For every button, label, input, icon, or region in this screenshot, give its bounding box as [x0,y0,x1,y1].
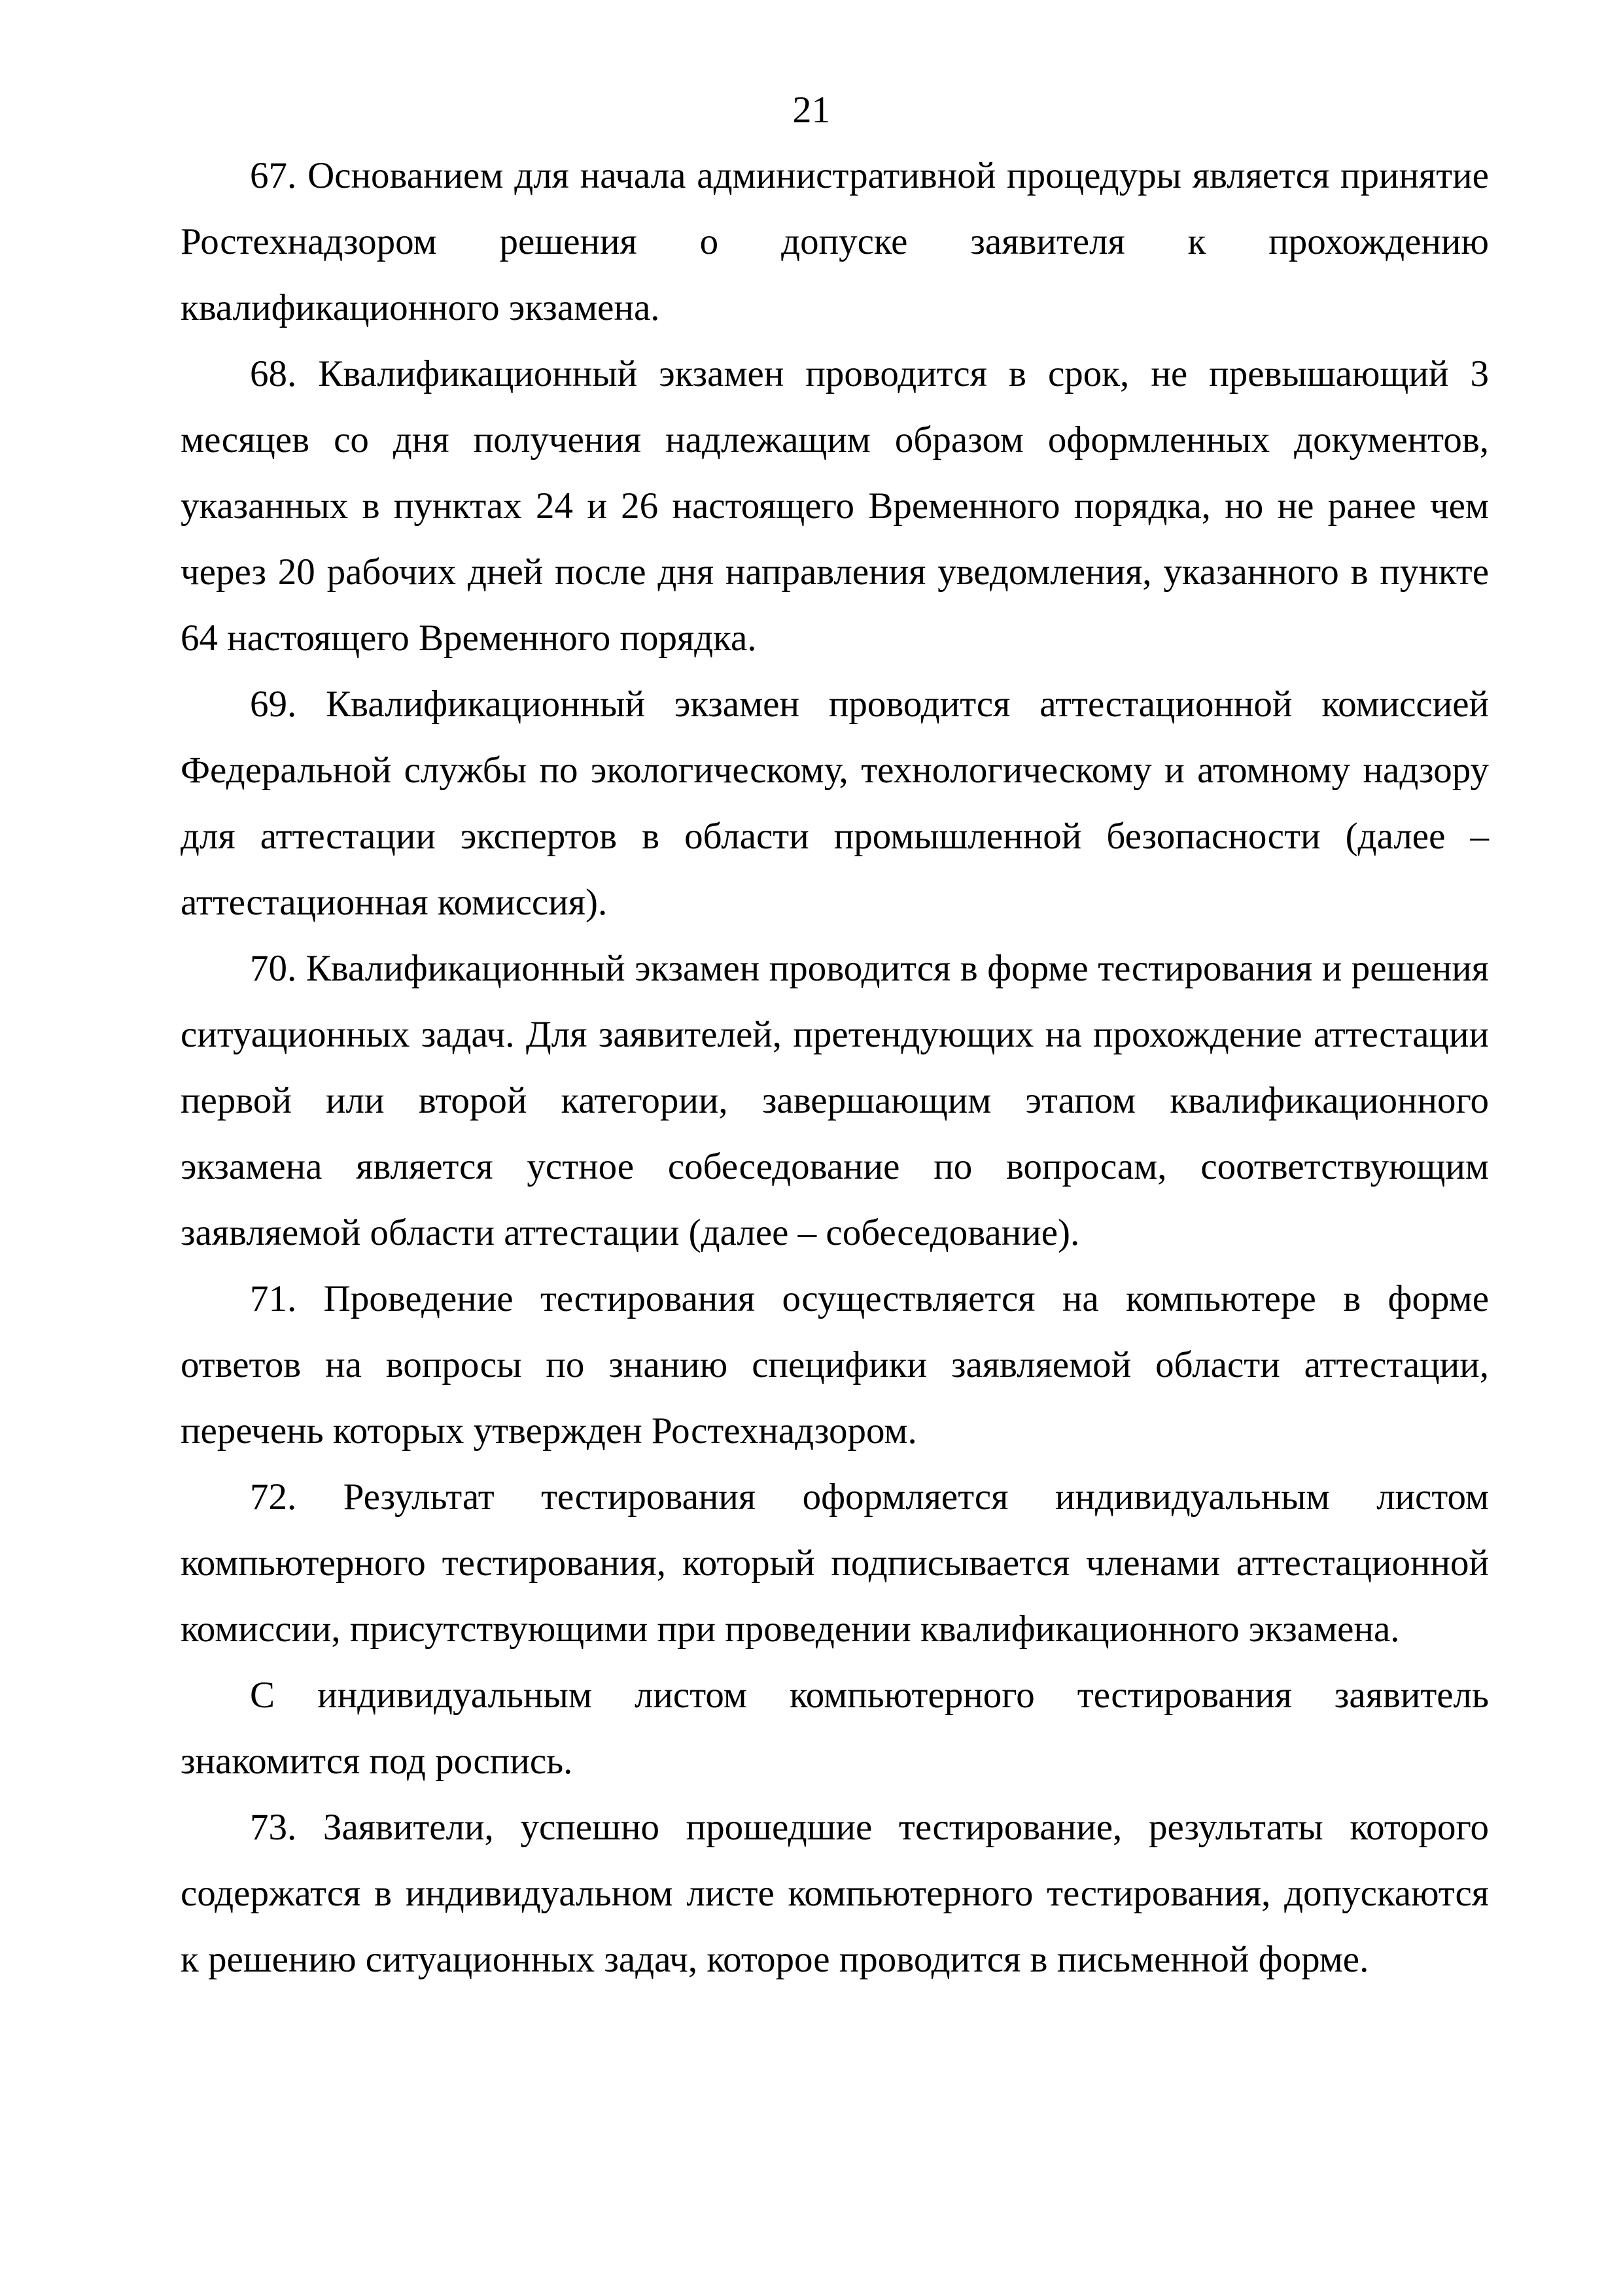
document-body [181,143,1489,1992]
paragraph-68: 68. Квалификационный экзамен проводится в срок, не превышающий 3 месяцев со дня получения надлежащим образом оформленных документов, указанных в пунктах 24 и 26 настоящего Временного порядка, но не ранее чем через 20 рабочих дней после дня направления уведомления, указанного в пункте 64 настоящего Временного порядка. [181,353,1489,659]
paragraph-72: 72. Результат тестирования оформляется индивидуальным листом компьютерного тестирования, который подписывается членами аттестационной комиссии, присутствующими при проведении квалификационного экзамена. [181,1476,1489,1650]
paragraph-69: 69. Квалификационный экзамен проводится аттестационной комиссией Федеральной службы по экологическому, технологическому и атомному надзору для аттестации экспертов в области промышленной безопасности (далее – аттестационная комиссия). [181,684,1489,923]
paragraph-72-continuation: С индивидуальным листом компьютерного тестирования заявитель знакомится под роспись. [181,1675,1489,1782]
paragraph-67: 67. Основанием для начала административной процедуры является принятие Ростехнадзором решения о допуске заявителя к прохождению квалификационного экзамена. [181,155,1489,328]
paragraph-73: 73. Заявители, успешно прошедшие тестирование, результаты которого содержатся в индивидуальном листе компьютерного тестирования, допускаются к решению ситуационных задач, которое проводится в письменной форме. [181,1807,1489,1980]
paragraph-70: 70. Квалификационный экзамен проводится в форме тестирования и решения ситуационных задач. Для заявителей, претендующих на прохождение аттестации первой или второй категории, завершающим этапом квалификационного экзамена является устное собеседование по вопросам, соответствующим заявляемой области аттестации (далее – собеседование). [181,948,1489,1253]
page-number: 21 [792,88,831,131]
paragraph-71: 71. Проведение тестирования осуществляется на компьютере в форме ответов на вопросы по знанию специфики заявляемой области аттестации, перечень которых утвержден Ростехнадзором. [181,1278,1489,1452]
